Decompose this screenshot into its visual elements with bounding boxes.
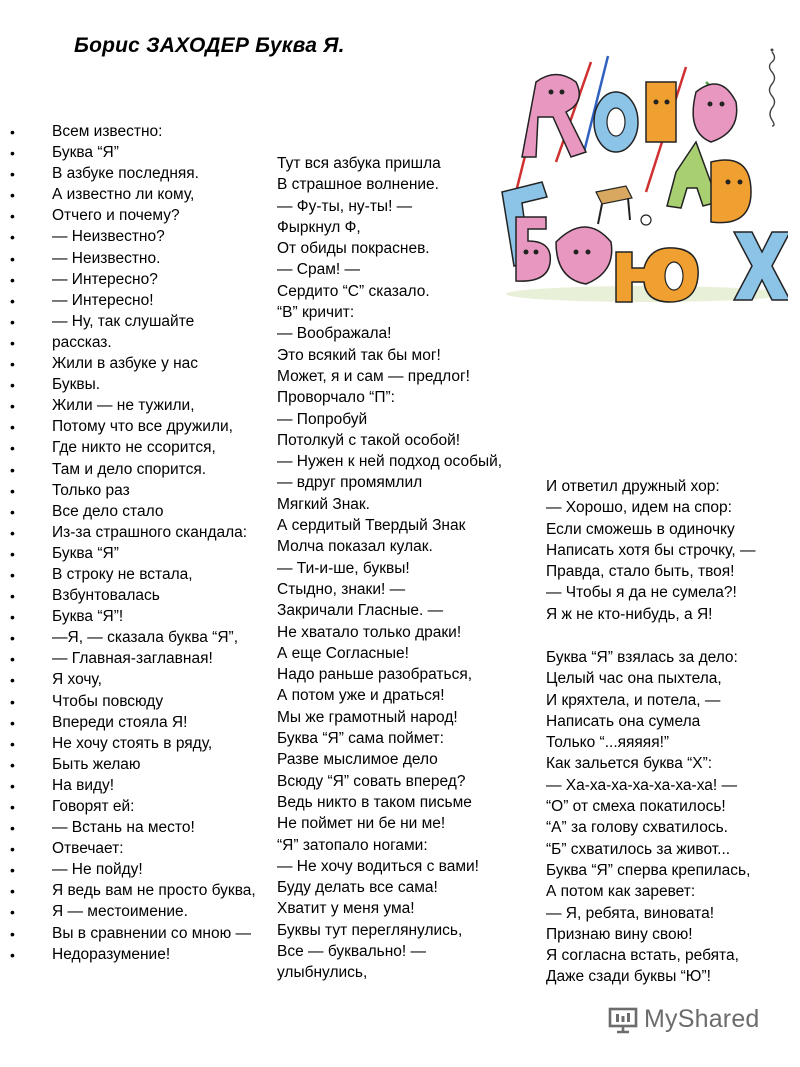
poem-line: • рассказ. (10, 335, 272, 352)
poem-line: Буква “Я” сперва крепилась, (546, 861, 751, 879)
poem-line: Фыркнул Ф, (277, 218, 361, 236)
poem-line: Правда, стало быть, твоя! (546, 563, 735, 581)
poem-line: • На виду! (10, 778, 272, 795)
poem-column-3-stanza-1 (546, 476, 755, 625)
poem-line: • Не хочу стоять в ряду, (10, 736, 272, 753)
poem-line: • — Неизвестно? (10, 229, 272, 246)
poem-line: • Только раз (10, 483, 272, 500)
poem-line: А потом уже и драться! (277, 687, 445, 705)
poem-line: — Хорошо, идем на спор: (546, 499, 732, 517)
poem-line: • Я — местоимение. (10, 904, 272, 921)
poem-line: Разве мыслимое дело (277, 751, 438, 769)
poem-line: “А” за голову схватилось. (546, 819, 728, 837)
poem-line: • Вы в сравнении со мною — (10, 926, 272, 943)
dancing-letters-illustration (496, 42, 788, 304)
poem-line: • Жили — не тужили, (10, 398, 272, 415)
poem-line: — Не хочу водиться с вами! (277, 857, 479, 875)
poem-line: • В азбуке последняя. (10, 166, 272, 183)
poem-line: • В строку не встала, (10, 567, 272, 584)
letter-yu (616, 248, 698, 302)
poem-line: • Из-за страшного скандала: (10, 525, 272, 542)
poem-line: • Там и дело спорится. (10, 462, 272, 479)
poem-line: • Я ведь вам не просто буква, (10, 883, 272, 900)
artist-signature (762, 48, 782, 130)
poem-line: “Б” схватилось за живот... (546, 840, 731, 858)
poem-line: — Я, ребята, виновата! (546, 904, 715, 922)
poem-line: Закричали Гласные. — (277, 602, 444, 620)
poem-line: • Отвечает: (10, 841, 272, 858)
poem-line: Написать хотя бы строчку, — (546, 541, 756, 559)
poem-line: — Срам! — (277, 261, 361, 279)
poem-line: Молча показал кулак. (277, 538, 433, 556)
poem-line: Целый час она пыхтела, (546, 670, 722, 688)
poem-line: Я согласна встать, ребята, (546, 947, 739, 965)
poem-line: Мягкий Знак. (277, 495, 370, 513)
poem-line: • —Я, — сказала буква “Я”, (10, 630, 272, 647)
poem-line: А потом как заревет: (546, 883, 696, 901)
poem-line: Буду делать все сама! (277, 879, 438, 897)
poem-line: Хватит у меня ума! (277, 900, 415, 918)
poem-line: Мы же грамотный народ! (277, 708, 458, 726)
poem-line: И кряхтела, и потела, — (546, 691, 721, 709)
poem-line: Может, я и сам — предлог! (277, 367, 470, 385)
poem-line: • — Встань на место! (10, 820, 272, 837)
poem-line: • Говорят ей: (10, 799, 272, 816)
poem-line: • Чтобы повсюду (10, 694, 272, 711)
myshared-logo-text: MyShared (644, 1004, 760, 1033)
poem-line: • — Главная-заглавная! (10, 651, 272, 668)
poem-line: А сердитый Твердый Знак (277, 517, 466, 535)
poem-line: • Буква “Я” (10, 546, 272, 563)
poem-line: — Ха-ха-ха-ха-ха-ха-ха! — (546, 776, 738, 794)
poem-line: • Где никто не ссорится, (10, 440, 272, 457)
poem-line: А еще Согласные! (277, 644, 409, 662)
poem-line: • Жили в азбуке у нас (10, 356, 272, 373)
poem-line: В страшное волнение. (277, 176, 439, 194)
poem-line: Буква “Я” взялась за дело: (546, 649, 738, 666)
poem-line: • Впереди стояла Я! (10, 715, 272, 732)
poem-line: • Взбунтовалась (10, 588, 272, 605)
poem-line: Надо раньше разобраться, (277, 666, 473, 684)
poem-line: • — Ну, так слушайте (10, 314, 272, 331)
poem-line: Ведь никто в таком письме (277, 793, 472, 811)
poem-line: • Отчего и почему? (10, 208, 272, 225)
poem-line: Это всякий так бы мог! (277, 346, 441, 364)
poem-column-3-stanza-2 (546, 647, 750, 988)
poem-line: • Быть желаю (10, 757, 272, 774)
poem-line: Не поймет ни бе ни ме! (277, 815, 446, 833)
poem-line: • — Интересно! (10, 293, 272, 310)
ball (641, 215, 651, 225)
letter-d (693, 84, 737, 142)
poem-line: Написать она сумела (546, 712, 701, 730)
poem-line: • — Не пойду! (10, 862, 272, 879)
letter-f (711, 160, 751, 223)
poem-line: — Ти-и-ше, буквы! (277, 559, 410, 577)
letter-o (594, 92, 638, 152)
letter-zh (646, 82, 676, 142)
poem-line: Я ж не кто-нибудь, а Я! (546, 605, 713, 623)
poem-line: “Я” затопало ногами: (277, 836, 428, 854)
poem-line: • — Интересно? (10, 272, 272, 289)
poem-line: • Недоразумение! (10, 947, 272, 964)
poem-line: Буква “Я” сама поймет: (277, 730, 444, 748)
poem-line: От обиды покраснев. (277, 240, 430, 258)
poem-line: Как зальется буква “Х”: (546, 755, 713, 773)
poem-line: Не хватало только драки! (277, 623, 462, 641)
poem-line: — Попробуй (277, 410, 368, 428)
poem-line: улыбнулись, (277, 964, 368, 982)
page-title: Борис ЗАХОДЕР Буква Я. (74, 34, 345, 57)
poem-line: • Я хочу, (10, 672, 272, 689)
poem-line: Проворчало “П”: (277, 389, 395, 407)
poem-line: • Буква “Я”! (10, 609, 272, 626)
poem-line: • Все дело стало (10, 504, 272, 521)
poem-line: Сердито “С” сказало. (277, 282, 430, 300)
poem-line: • Буква “Я” (10, 145, 272, 162)
poem-line: “О” от смеха покатилось! (546, 798, 726, 816)
poem-line: Если сможешь в одиночку (546, 520, 735, 538)
poem-line: Стыдно, знаки! — (277, 580, 406, 598)
poem-line: • А известно ли кому, (10, 187, 272, 204)
stool (596, 186, 632, 224)
letter-b (516, 217, 550, 281)
poem-line: Признаю вину свою! (546, 925, 693, 943)
poem-line: — Фу-ты, ну-ты! — (277, 197, 413, 215)
poem-line: Все — буквально! — (277, 942, 426, 960)
poem-column-1 (10, 124, 272, 968)
poem-line: “В” кричит: (277, 304, 355, 322)
poem-line: • Потому что все дружили, (10, 419, 272, 436)
poem-line: • Всем известно: (10, 124, 272, 141)
poem-line: Потолкуй с такой особой! (277, 431, 461, 449)
poem-line: Тут вся азбука пришла (277, 155, 441, 172)
poem-line: — Нужен к ней подход особый, (277, 453, 503, 471)
poem-line: — вдруг промямлил (277, 474, 423, 492)
myshared-logo (608, 1004, 760, 1034)
poem-line: • — Неизвестно. (10, 251, 272, 268)
poem-line: Только “...яяяяя!” (546, 734, 670, 752)
letter-ya (522, 75, 586, 158)
poem-line: — Воображала! (277, 325, 392, 343)
poem-line: И ответил дружный хор: (546, 478, 720, 495)
poem-line: Даже сзади буквы “Ю”! (546, 968, 711, 986)
poem-line: — Чтобы я да не сумела?! (546, 584, 737, 602)
myshared-logo-icon (608, 1004, 638, 1034)
letter-e (556, 227, 612, 284)
poem-line: • Буквы. (10, 377, 272, 394)
poem-line: Буквы тут переглянулись, (277, 921, 463, 939)
poem-column-2 (277, 153, 502, 984)
poem-line: Всюду “Я” совать вперед? (277, 772, 466, 790)
